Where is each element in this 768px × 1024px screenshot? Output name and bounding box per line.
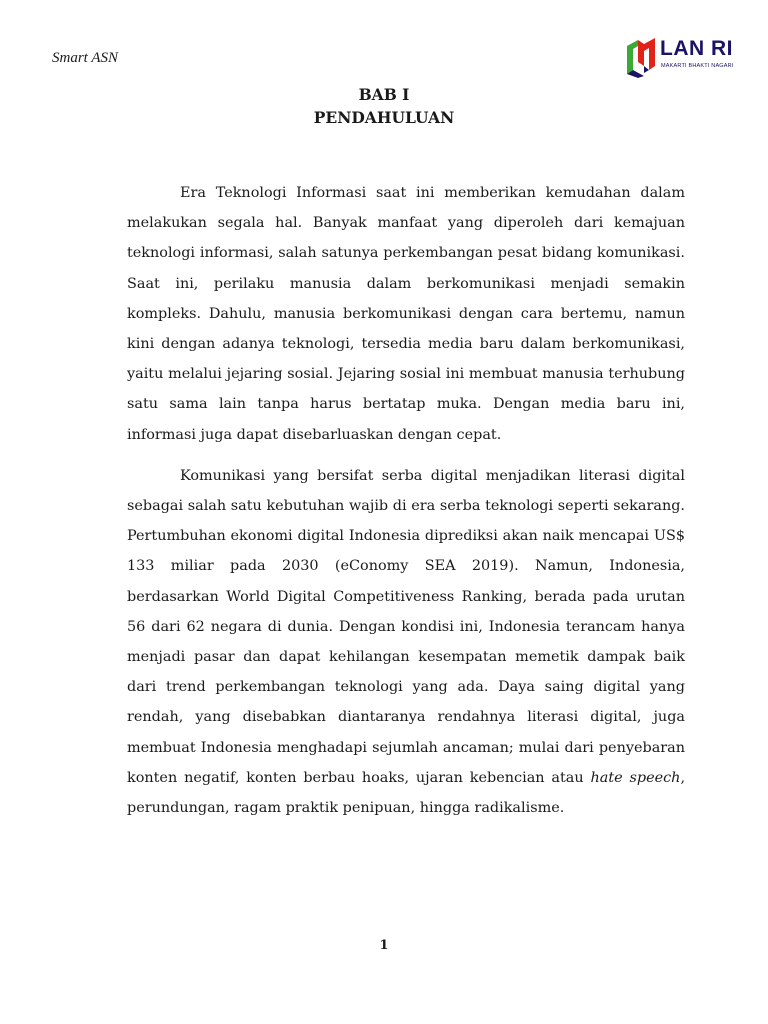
chapter-number: BAB I	[358, 85, 410, 104]
chapter-title: PENDAHULUAN	[313, 108, 455, 127]
body-text	[127, 178, 685, 834]
logo-tagline: MAKARTI BHAKTI NAGARI	[661, 63, 734, 69]
paragraph-2-text: Komunikasi yang bersifat serba digital menjadikan literasi digital sebagai salah satu kebutuhan wajib di era serba teknologi seperti sekarang. Pertumbuhan ekonomi digital Indonesia diprediksi akan naik mencapai US$ 133 miliar pada 2030 (eConomy SEA 2019). Namun, Indonesia, berdasarkan World Digital Competitiveness Ranking, berada pada urutan 56 dari 62 negara di dunia. Dengan kondisi ini, Indonesia terancam hanya menjadi pasar dan dapat kehilangan kesempatan memetik dampak baik dari trend perkembangan teknologi yang ada. Daya saing digital yang rendah, yang disebabkan diantaranya rendahnya literasi digital, juga membuat Indonesia menghadapi sejumlah ancaman; mulai dari penyebaran konten negatif, konten berbau hoaks, ujaran kebencian atau	[127, 467, 685, 786]
running-header: Smart ASN	[52, 50, 118, 66]
chapter-heading	[0, 83, 768, 129]
logo-text: LAN RI	[660, 37, 733, 60]
italic-term: hate speech	[590, 769, 681, 786]
lan-ri-logo	[624, 36, 758, 78]
lan-ri-logo-mark-icon	[624, 36, 658, 78]
paragraph-1: Era Teknologi Informasi saat ini memberikan kemudahan dalam melakukan segala hal. Banyak manfaat yang diperoleh dari kemajuan teknologi informasi, salah satunya perkembangan pesat bidang komunikasi. Saat ini, perilaku manusia dalam berkomunikasi menjadi semakin kompleks. Dahulu, manusia berkomunikasi dengan cara bertemu, namun kini dengan adanya teknologi, tersedia media baru dalam berkomunikasi, yaitu melalui jejaring sosial. Jejaring sosial ini membuat manusia terhubung satu sama lain tanpa harus bertatap muka. Dengan media baru ini, informasi juga dapat disebarluaskan dengan cepat.	[127, 185, 685, 443]
page-number: 1	[379, 938, 389, 953]
paragraph-2-end: , perundungan, ragam praktik penipuan, hingga radikalisme.	[127, 769, 686, 817]
paragraph-2	[127, 461, 685, 823]
